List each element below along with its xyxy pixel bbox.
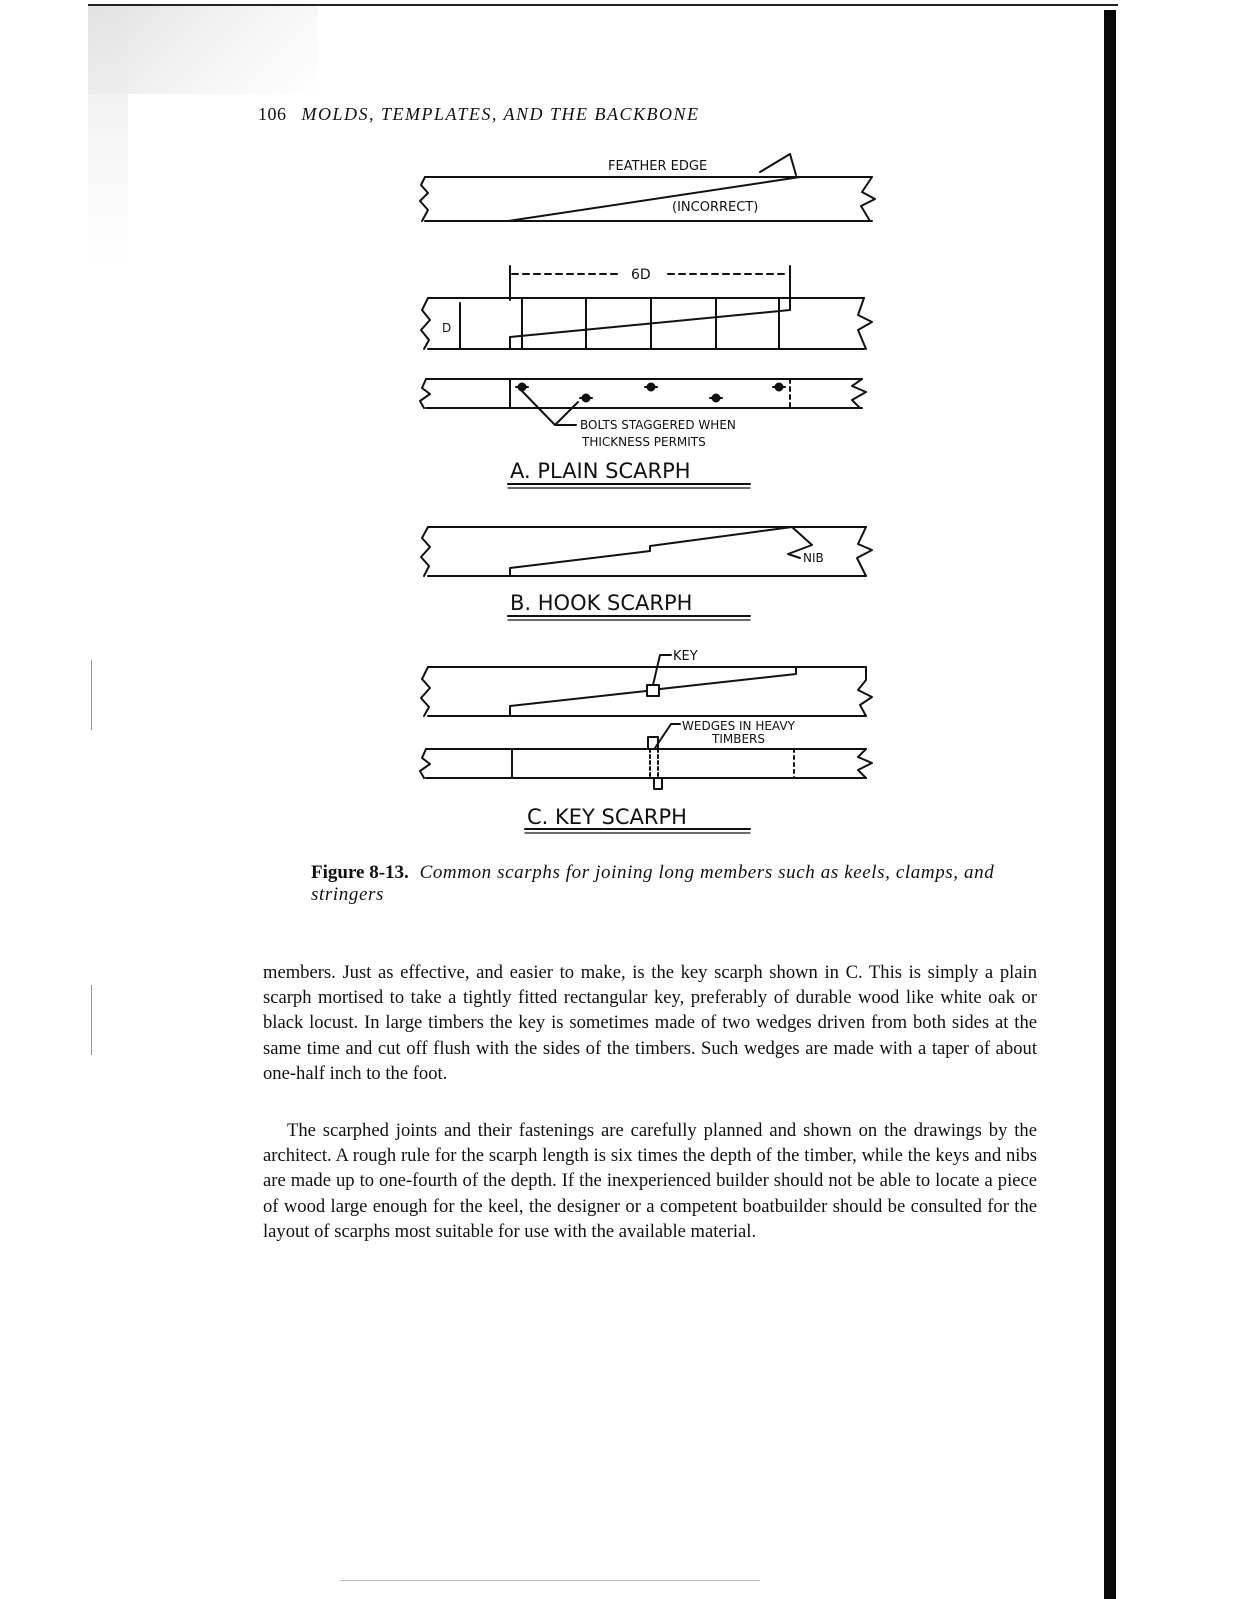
feather-edge-diagram <box>420 154 875 221</box>
key-scarph-title: C. KEY SCARPH <box>527 805 687 829</box>
hook-scarph-diagram <box>421 527 872 576</box>
key-scarph-cut-right <box>660 667 796 689</box>
break-line-left <box>421 667 430 716</box>
six-d-label: 6D <box>631 267 651 283</box>
bolts-label-line2: THICKNESS PERMITS <box>582 435 706 449</box>
plain-scarph-plan-view <box>420 379 866 449</box>
wedges-label-line1: WEDGES IN HEAVY <box>682 719 795 733</box>
figure-label: Figure 8-13. <box>311 862 409 883</box>
key-block <box>647 685 659 696</box>
break-line-left <box>421 298 430 349</box>
feather-edge-leader <box>760 154 796 175</box>
break-line-left <box>420 749 430 778</box>
bolts-label-line1: BOLTS STAGGERED WHEN <box>580 418 736 432</box>
d-label: D <box>442 321 452 335</box>
key-label: KEY <box>673 649 698 664</box>
chapter-title: MOLDS, TEMPLATES, AND THE BACKBONE <box>301 104 700 124</box>
figure-caption <box>311 862 1011 906</box>
figure-caption-text: Common scarphs for joining long members such as keels, clamps, and stringers <box>311 862 995 905</box>
wedge-bottom <box>654 778 662 789</box>
incorrect-label: (INCORRECT) <box>672 200 759 215</box>
body-paragraph-2: The scarphed joints and their fastenings are carefully planned and shown on the drawings by the architect. A rough rule for the scarph length is six times the depth of the timber, while the keys and nibs are made up to one-fourth of the depth. If the inexperienced builder should not be able to locate a piece of wood large enough for the keel, the designer or a competent boatbuilder should be consulted for the layout of scarphs most suitable for use with the available material. <box>263 1120 1037 1242</box>
wedges-label-line2: TIMBERS <box>712 732 765 746</box>
break-line-right <box>857 527 872 576</box>
plain-scarph-title: A. PLAIN SCARPH <box>510 459 691 483</box>
break-line-right <box>852 379 866 408</box>
bolt-lines <box>522 298 779 349</box>
break-line-right <box>858 667 872 716</box>
break-line-right <box>858 749 872 778</box>
nib-label: NIB <box>803 551 824 565</box>
break-line-left <box>420 177 428 221</box>
bolt-marks <box>516 384 785 402</box>
body-paragraph-1: members. Just as effective, and easier to make, is the key scarph shown in C. This is simply a plain scarph mortised to take a tightly fitted rectangular key, preferably of durable wood like white oak or black locust. In large timbers the key is sometimes made of two wedges driven from both sides at the same time and cut off flush with the sides of the timbers. Such wedges are made with a taper of about one-half inch to the foot. <box>263 962 1037 1084</box>
break-line-left <box>421 527 430 576</box>
feather-edge-label: FEATHER EDGE <box>608 159 708 174</box>
plain-scarph-side-view <box>421 266 872 349</box>
key-scarph-cut-left <box>510 691 646 716</box>
hook-scarph-cut <box>510 527 792 576</box>
key-leader <box>653 655 671 685</box>
break-line-left <box>420 379 430 408</box>
key-scarph-plan-view <box>420 719 872 789</box>
break-line-right <box>858 298 872 349</box>
page-number: 106 <box>258 104 287 124</box>
hook-scarph-title: B. HOOK SCARPH <box>510 591 693 615</box>
break-line-right <box>861 177 875 221</box>
key-scarph-side-view <box>421 649 872 716</box>
